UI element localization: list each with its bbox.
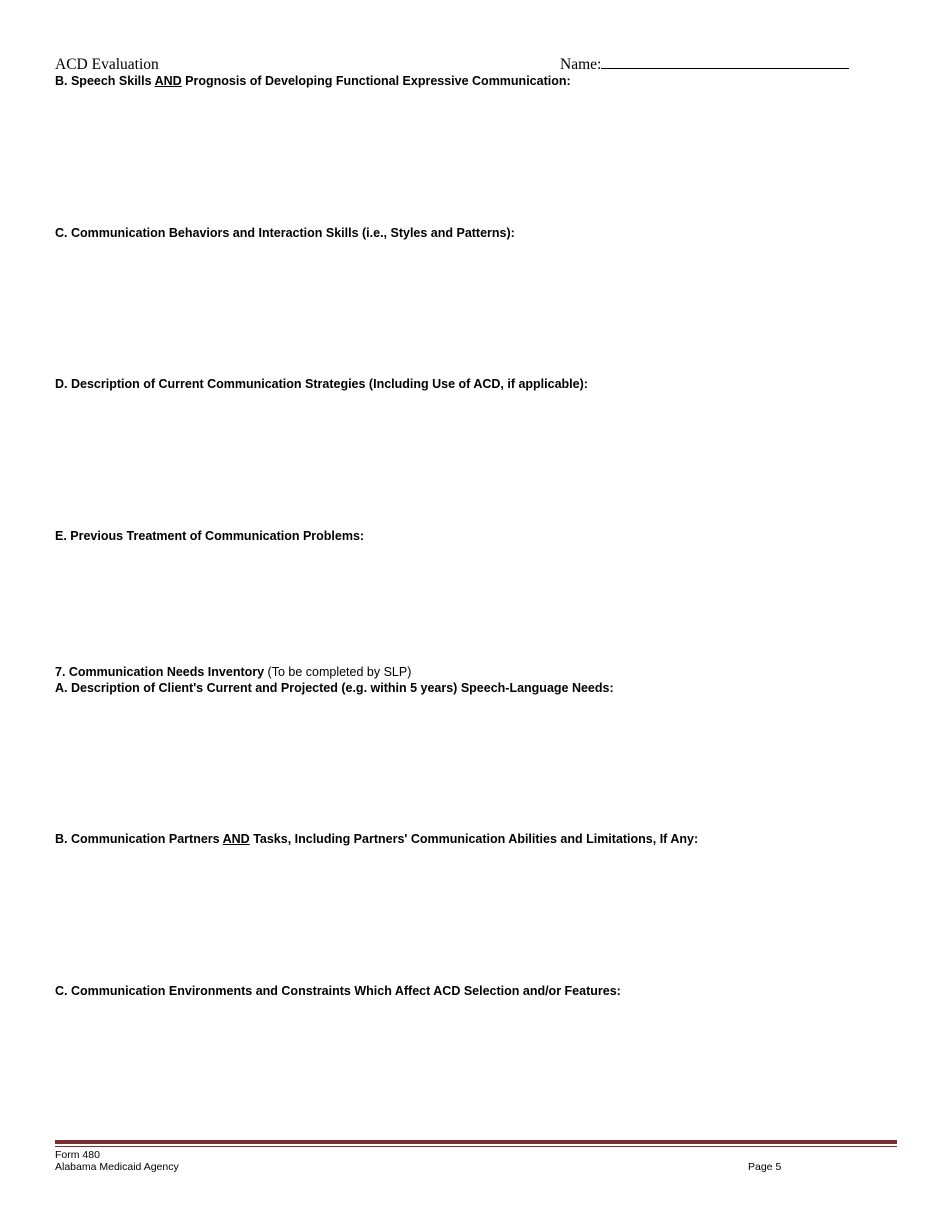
heading-text: B. Communication Partners [55, 832, 223, 846]
heading-emphasis: AND [222, 832, 250, 846]
heading-text: Tasks, Including Partners' Communication Abilities and Limitations, If Any: [249, 832, 699, 846]
footer-agency: Alabama Medicaid Agency [55, 1161, 179, 1173]
footer-rule-thick [55, 1140, 897, 1144]
section-b-speech-heading [55, 74, 571, 88]
heading-text: 7. Communication Needs Inventory [55, 665, 265, 679]
heading-emphasis: AND [154, 74, 182, 88]
name-blank-line[interactable] [601, 56, 849, 69]
heading-text: B. Speech Skills [55, 74, 155, 88]
footer-form-number: Form 480 [55, 1149, 100, 1161]
section-c-behaviors-heading: C. Communication Behaviors and Interaction Skills (i.e., Styles and Patterns): [55, 226, 515, 240]
section-d-strategies-heading: D. Description of Current Communication Strategies (Including Use of ACD, if applicable): [55, 377, 588, 391]
heading-note: (To be completed by SLP) [264, 665, 412, 679]
section-7c-environments-heading: C. Communication Environments and Constraints Which Affect ACD Selection and/or Features: [55, 984, 621, 998]
heading-text: Prognosis of Developing Functional Expressive Communication: [181, 74, 571, 88]
section-7b-partners-heading [55, 832, 698, 846]
footer-page-number: Page 5 [748, 1161, 782, 1173]
section-e-treatment-heading: E. Previous Treatment of Communication Problems: [55, 529, 365, 543]
section-7a-needs-heading: A. Description of Client's Current and Projected (e.g. within 5 years) Speech-Language Needs: [55, 681, 614, 695]
name-field[interactable] [560, 56, 849, 74]
name-label: Name: [560, 56, 602, 73]
form-title: ACD Evaluation [55, 56, 159, 73]
footer-rule-thin [55, 1146, 897, 1147]
section-7-heading [55, 665, 411, 679]
